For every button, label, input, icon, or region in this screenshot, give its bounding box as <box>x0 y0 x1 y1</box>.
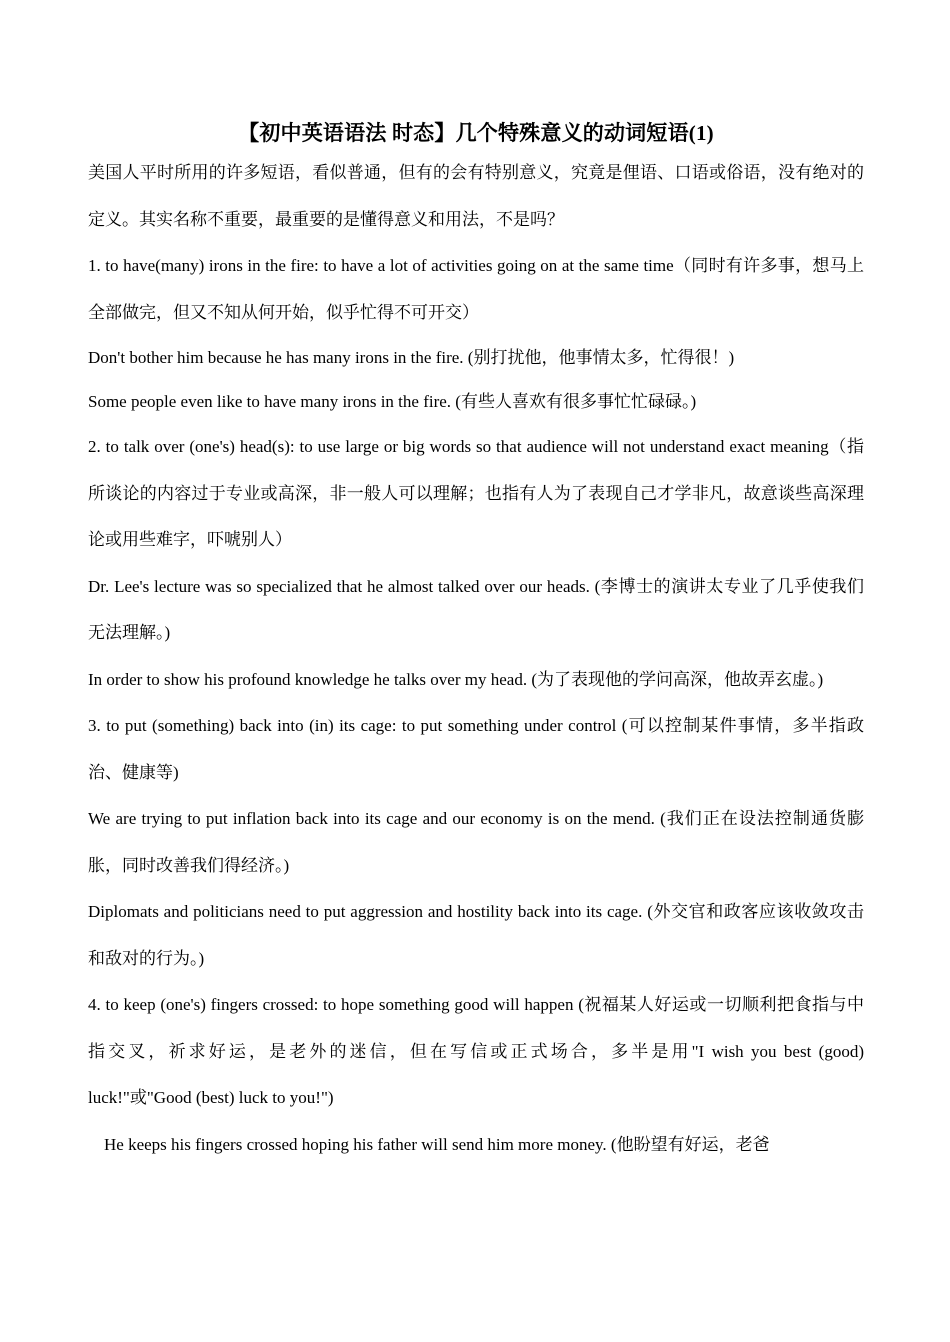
phrase-3-example-2: Diplomats and politicians need to put aggression and hostility back into its cage. (外交官和政客应该收敛攻击和敌对的行为。) <box>88 902 864 968</box>
document-title: 【初中英语语法 时态】几个特殊意义的动词短语(1) <box>238 121 714 145</box>
phrase-3-example-1: We are trying to put inflation back into its cage and our economy is on the mend. (我们正在设法控制通货膨胀，同时改善我们得经济。) <box>88 809 864 875</box>
intro-paragraph: 美国人平时所用的许多短语，看似普通，但有的会有特别意义，究竟是俚语、口语或俗语，没有绝对的定义。其实名称不重要，最重要的是懂得意义和用法，不是吗？ <box>88 163 864 229</box>
phrase-2-example-1: Dr. Lee's lecture was so specialized that he almost talked over our heads. (李博士的演讲太专业了几乎使我们无法理解。) <box>88 576 864 642</box>
phrase-1-example-2: Some people even like to have many irons in the fire. (有些人喜欢有很多事忙忙碌碌。) <box>88 392 697 411</box>
phrase-2-example-2: In order to show his profound knowledge he talks over my head. (为了表现他的学问高深，他故弄玄虚。) <box>88 669 824 689</box>
phrase-2-definition: 2. to talk over (one's) head(s): to use large or big words so that audience will not understand exact meaning（指所谈论的内容过于专业或高深，非一般人可以理解；也指有人为了表现自己才学非凡，故意谈些高深理论或用些难字，吓唬别人） <box>88 437 864 549</box>
phrase-1-example-1: Don't bother him because he has many irons in the fire. (别打扰他，他事情太多，忙得很！) <box>88 348 735 367</box>
phrase-4-definition: 4. to keep (one's) fingers crossed: to hope something good will happen (祝福某人好运或一切顺利把食指与中指交叉，祈求好运，是老外的迷信，但在写信或正式场合，多半是用"I wish you best (good) luck!"或"Good (best) luck to you!") <box>88 995 864 1107</box>
phrase-3-definition: 3. to put (something) back into (in) its cage: to put something under control (可以控制某件事情，多半指政治、健康等) <box>88 716 864 782</box>
phrase-1-definition: 1. to have(many) irons in the fire: to have a lot of activities going on at the same time（同时有许多事，想马上全部做完，但又不知从何开始，似乎忙得不可开交） <box>88 256 864 322</box>
phrase-4-example-1: He keeps his fingers crossed hoping his father will send him more money. (他盼望有好运，老爸 <box>104 1134 770 1154</box>
